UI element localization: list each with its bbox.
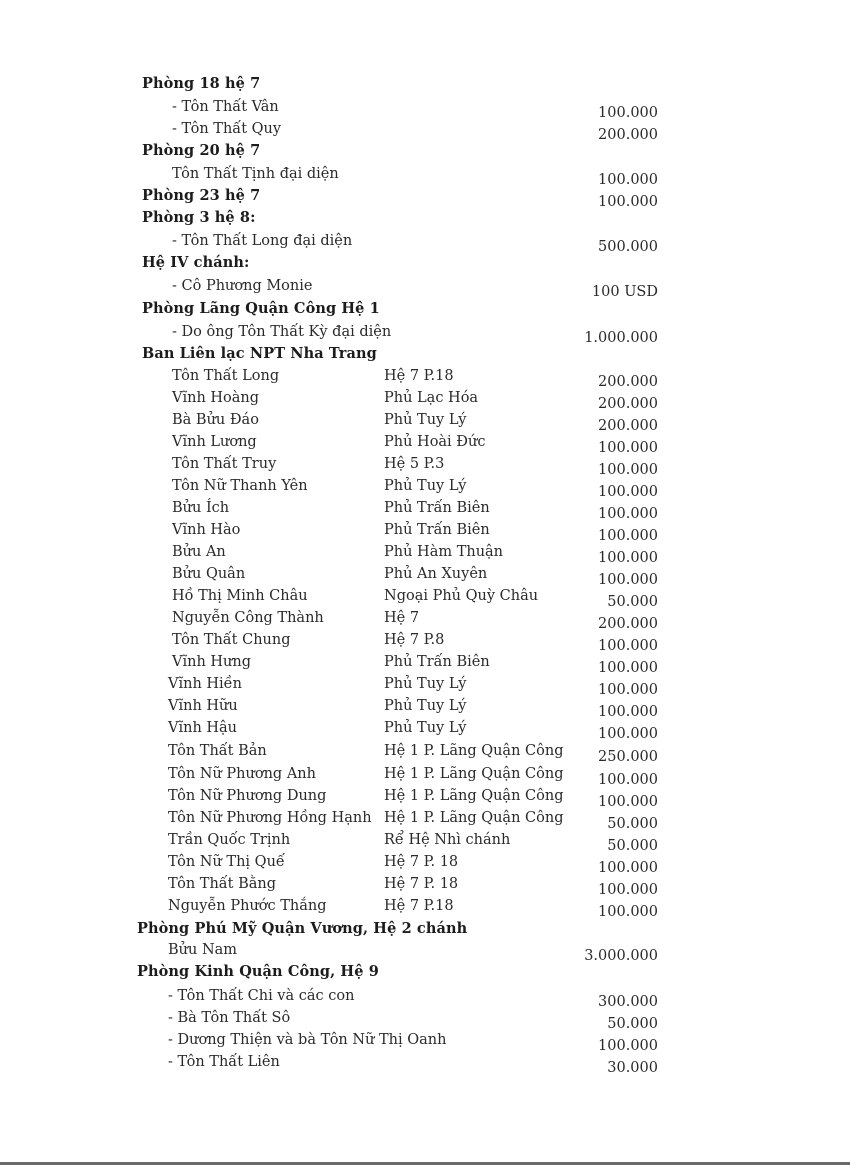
donor-name: Tôn Nữ Thị Quế xyxy=(168,854,285,870)
donation-amount: 200.000 xyxy=(598,127,658,143)
donor-name: Hồ Thị Minh Châu xyxy=(172,588,308,604)
donation-amount: 100.000 xyxy=(598,572,658,588)
donor-branch: Phủ Trấn Biên xyxy=(384,522,490,538)
donation-amount: 100.000 xyxy=(598,904,658,920)
donor-row xyxy=(0,96,850,121)
donor-row xyxy=(0,409,850,434)
donor-row xyxy=(0,475,850,500)
donor-name: Nguyễn Công Thành xyxy=(172,610,324,626)
donor-name: Vĩnh Hưng xyxy=(172,654,251,670)
donor-name: Tôn Thất Bằng xyxy=(168,876,277,892)
donor-branch: Hệ 7 P.8 xyxy=(384,632,445,648)
donation-amount: 50.000 xyxy=(607,838,658,854)
donation-amount: 100.000 xyxy=(598,860,658,876)
donor-branch: Hệ 1 P. Lãng Quận Công xyxy=(384,743,564,759)
donor-name: Vĩnh Hữu xyxy=(168,698,238,714)
donor-row xyxy=(0,541,850,566)
donor-name: Vĩnh Hậu xyxy=(168,720,238,736)
donor-name: Bà Bửu Đáo xyxy=(172,412,259,428)
donor-branch: Rể Hệ Nhì chánh xyxy=(384,832,511,848)
donor-row xyxy=(0,763,850,788)
donor-row xyxy=(0,163,850,188)
donor-name: Tôn Thất Truy xyxy=(172,456,277,472)
donation-amount: 30.000 xyxy=(607,1060,658,1076)
donation-amount: 200.000 xyxy=(598,418,658,434)
donor-branch: Phủ Trấn Biên xyxy=(384,500,490,516)
donor-name: Vĩnh Lương xyxy=(172,434,257,450)
donor-name: Trần Quốc Trịnh xyxy=(168,832,291,848)
donation-amount: 500.000 xyxy=(598,239,658,255)
donor-row xyxy=(0,519,850,544)
donation-amount: 100.000 xyxy=(598,105,658,121)
donor-name: Nguyễn Phước Thắng xyxy=(168,898,327,914)
donation-amount: 100.000 xyxy=(598,882,658,898)
donor-name: - Tôn Thất Long đại diện xyxy=(172,233,353,249)
donor-branch: Hệ 7 P. 18 xyxy=(384,854,459,870)
donor-name: Tôn Thất Bản xyxy=(168,743,267,759)
section-heading xyxy=(0,343,850,365)
donation-amount: 50.000 xyxy=(607,816,658,832)
donation-amount: 100 USD xyxy=(591,284,658,300)
donation-amount: 100.000 xyxy=(598,172,658,188)
donor-row xyxy=(0,118,850,143)
donor-name: Vĩnh Hào xyxy=(172,522,241,538)
donation-amount: 100.000 xyxy=(598,484,658,500)
donation-amount: 200.000 xyxy=(598,374,658,390)
section-title: Phòng 18 hệ 7 xyxy=(142,75,261,92)
donor-name: Tôn Nữ Thanh Yên xyxy=(172,478,308,494)
donor-name: Tôn Nữ Phương Anh xyxy=(168,766,316,782)
section-title: Hệ IV chánh: xyxy=(142,254,250,271)
donor-name: - Dương Thiện và bà Tôn Nữ Thị Oanh xyxy=(168,1032,447,1048)
donor-row xyxy=(0,497,850,522)
donor-branch: Phủ Tuy Lý xyxy=(384,676,467,692)
donor-row xyxy=(0,387,850,412)
donor-row xyxy=(0,985,850,1010)
donor-row xyxy=(0,807,850,832)
donor-row xyxy=(0,785,850,810)
section-heading xyxy=(0,185,850,210)
donor-row xyxy=(0,629,850,654)
donor-row xyxy=(0,1029,850,1054)
donor-branch: Hệ 5 P.3 xyxy=(384,456,445,472)
donor-branch: Phủ Trấn Biên xyxy=(384,654,490,670)
donor-name: - Tôn Thất Chi và các con xyxy=(168,988,355,1004)
section-title: Phòng 23 hệ 7 xyxy=(142,187,261,204)
section-heading xyxy=(0,207,850,229)
section-title: Phòng Kinh Quận Công, Hệ 9 xyxy=(137,963,379,980)
donation-amount: 1.000.000 xyxy=(584,330,658,346)
donor-row xyxy=(0,939,850,964)
donation-amount: 300.000 xyxy=(598,994,658,1010)
donation-amount: 100.000 xyxy=(598,704,658,720)
donor-name: Tôn Thất Tịnh đại diện xyxy=(172,166,339,182)
donation-amount: 100.000 xyxy=(598,550,658,566)
donor-name: - Tôn Thất Quy xyxy=(172,121,282,137)
donor-row xyxy=(0,431,850,456)
donor-name: Tôn Nữ Phương Hồng Hạnh xyxy=(168,810,372,826)
donor-name: - Tôn Thất Liên xyxy=(168,1054,280,1070)
donor-name: Vĩnh Hoàng xyxy=(172,390,260,406)
donation-amount: 100.000 xyxy=(598,638,658,654)
donor-branch: Phủ Lạc Hóa xyxy=(384,390,479,406)
donation-amount: 100.000 xyxy=(598,1038,658,1054)
donor-name: Bửu Nam xyxy=(168,942,238,958)
section-heading xyxy=(0,140,850,162)
donor-row xyxy=(0,585,850,610)
donor-row xyxy=(0,717,850,742)
donor-name: Vĩnh Hiền xyxy=(168,676,242,692)
donation-amount: 50.000 xyxy=(607,1016,658,1032)
donation-amount: 100.000 xyxy=(598,772,658,788)
page-bottom-edge xyxy=(0,1162,850,1165)
donor-branch: Phủ Hoài Đức xyxy=(384,434,486,450)
donor-branch: Hệ 1 P. Lãng Quận Công xyxy=(384,810,564,826)
section-heading xyxy=(0,918,850,940)
donor-name: - Do ông Tôn Thất Kỳ đại diện xyxy=(172,324,392,340)
donor-row xyxy=(0,695,850,720)
donor-row xyxy=(0,873,850,898)
donor-name: Tôn Thất Chung xyxy=(172,632,291,648)
donor-row xyxy=(0,895,850,920)
donor-name: Tôn Nữ Phương Dung xyxy=(168,788,327,804)
donor-branch: Phủ Tuy Lý xyxy=(384,412,467,428)
donor-name: Tôn Thất Long xyxy=(172,368,280,384)
donor-name: Bửu An xyxy=(172,544,226,560)
donor-name: Bửu Ích xyxy=(172,500,230,516)
donation-amount: 200.000 xyxy=(598,396,658,412)
donor-row xyxy=(0,275,850,300)
donor-branch: Hệ 1 P. Lãng Quận Công xyxy=(384,788,564,804)
donation-amount: 50.000 xyxy=(607,594,658,610)
section-heading xyxy=(0,252,850,274)
donor-branch: Hệ 7 xyxy=(384,610,420,626)
donor-branch: Phủ Tuy Lý xyxy=(384,478,467,494)
donor-row xyxy=(0,851,850,876)
donor-row xyxy=(0,740,850,765)
donation-amount: 100.000 xyxy=(598,440,658,456)
donor-name: - Tôn Thất Vân xyxy=(172,99,279,115)
section-title: Phòng 20 hệ 7 xyxy=(142,142,261,159)
donation-amount: 100.000 xyxy=(598,506,658,522)
section-title: Phòng Lãng Quận Công Hệ 1 xyxy=(142,300,380,317)
donor-name: Bửu Quân xyxy=(172,566,246,582)
donor-name: - Cô Phương Monie xyxy=(172,278,313,294)
donation-amount: 100.000 xyxy=(598,660,658,676)
section-title: Phòng 3 hệ 8: xyxy=(142,209,256,226)
section-title: Ban Liên lạc NPT Nha Trang xyxy=(142,345,377,362)
donor-name: - Bà Tôn Thất Sô xyxy=(168,1010,291,1026)
donation-amount: 3.000.000 xyxy=(584,948,658,964)
donation-amount: 100.000 xyxy=(598,528,658,544)
section-title: Phòng Phú Mỹ Quận Vương, Hệ 2 chánh xyxy=(137,920,468,937)
donor-row xyxy=(0,453,850,478)
donation-amount: 100.000 xyxy=(598,682,658,698)
donor-row xyxy=(0,651,850,676)
section-heading xyxy=(0,961,850,983)
donor-row xyxy=(0,230,850,255)
donor-row xyxy=(0,829,850,854)
donor-row xyxy=(0,1051,850,1076)
section-heading xyxy=(0,298,850,320)
donation-amount: 100.000 xyxy=(598,794,658,810)
donor-branch: Phủ Tuy Lý xyxy=(384,720,467,736)
donor-row xyxy=(0,563,850,588)
donor-branch: Hệ 7 P.18 xyxy=(384,368,454,384)
donor-row xyxy=(0,673,850,698)
donation-amount: 100.000 xyxy=(598,462,658,478)
donor-branch: Hệ 1 P. Lãng Quận Công xyxy=(384,766,564,782)
section-heading xyxy=(0,73,850,95)
donation-amount: 100.000 xyxy=(598,194,658,210)
donor-branch: Hệ 7 P. 18 xyxy=(384,876,459,892)
donor-branch: Phủ Tuy Lý xyxy=(384,698,467,714)
donor-row xyxy=(0,1007,850,1032)
donation-amount: 200.000 xyxy=(598,616,658,632)
donor-branch: Ngoại Phủ Quỳ Châu xyxy=(384,588,539,604)
donor-branch: Phủ An Xuyên xyxy=(384,566,488,582)
donation-amount: 100.000 xyxy=(598,726,658,742)
donation-amount: 250.000 xyxy=(598,749,658,765)
donor-row xyxy=(0,321,850,346)
donor-row xyxy=(0,365,850,390)
donor-branch: Hệ 7 P.18 xyxy=(384,898,454,914)
donor-branch: Phủ Hàm Thuận xyxy=(384,544,504,560)
donor-row xyxy=(0,607,850,632)
